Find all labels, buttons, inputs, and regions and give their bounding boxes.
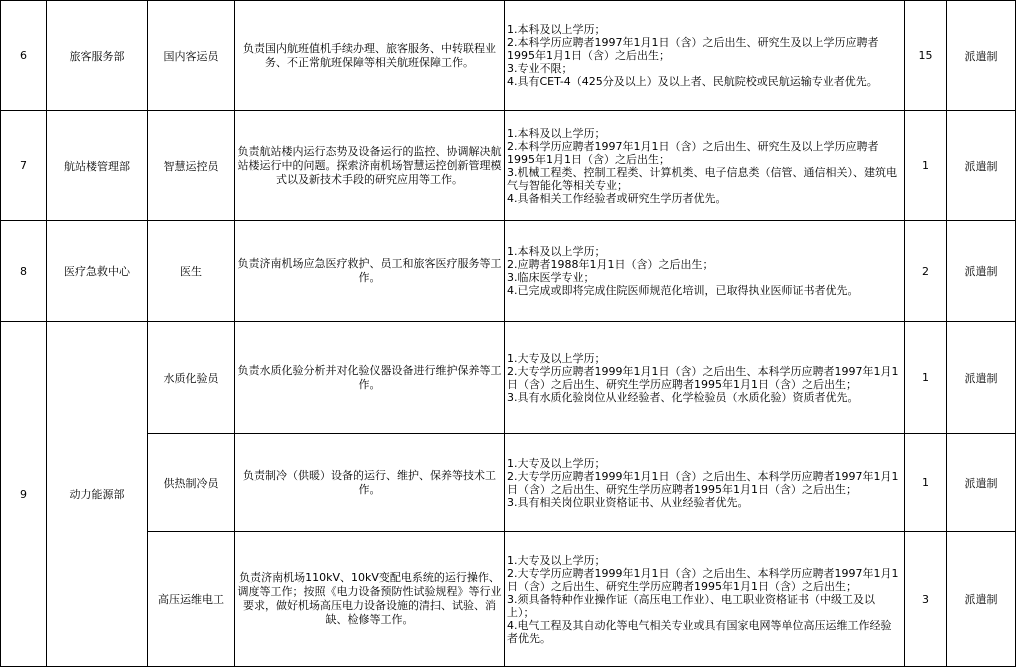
requirement-line: 4.已完成或即将完成住院医师规范化培训，已取得执业医师证书者优先。 [507,284,859,297]
employment-type-cell: 派遣制 [947,111,1016,221]
department-cell: 航站楼管理部 [47,111,148,221]
requirement-line: 2.大专学历应聘者1999年1月1日（含）之后出生、本科学历应聘者1997年1月1日（含）之后出生、研究生学历应聘者1995年1月1日（含）之后出生； [507,469,899,496]
position-cell: 国内客运员 [148,1,235,111]
duty-cell: 负责水质化验分析并对化验仪器设备进行维护保养等工作。 [235,322,505,434]
table-row [1,1,1016,111]
table-row [1,111,1016,221]
requirements-cell [505,111,905,221]
position-cell: 医生 [148,221,235,322]
requirement-line: 4.具备相关工作经验者或研究生学历者优先。 [507,191,727,205]
requirement-line: 3.机械工程类、控制工程类、计算机类、电子信息类（信管、通信相关）、建筑电气与智能化等相关专业； [507,165,897,192]
row-number: 9 [1,322,47,667]
headcount-cell: 3 [905,532,947,667]
requirement-line: 2.大专学历应聘者1999年1月1日（含）之后出生、本科学历应聘者1997年1月1日（含）之后出生、研究生学历应聘者1995年1月1日（含）之后出生； [507,364,899,391]
headcount-cell: 1 [905,322,947,434]
department-cell: 旅客服务部 [47,1,148,111]
requirement-line: 1.大专及以上学历； [507,553,606,567]
row-number: 6 [1,1,47,111]
requirement-line: 3.临床医学专业； [507,271,595,284]
requirements-cell [505,532,905,667]
duty-cell: 负责航站楼内运行态势及设备运行的监控、协调解决航站楼运行中的问题。探索济南机场智慧运控创新管理模式以及新技术手段的研究应用等工作。 [235,111,505,221]
requirement-line: 4.电气工程及其自动化等电气相关专业或具有国家电网等单位高压运维工作经验者优先。 [507,618,892,645]
requirement-line: 2.本科学历应聘者1997年1月1日（含）之后出生、研究生及以上学历应聘者1995年1月1日（含）之后出生； [507,36,879,62]
requirement-line: 2.大专学历应聘者1999年1月1日（含）之后出生、本科学历应聘者1997年1月1日（含）之后出生、研究生学历应聘者1995年1月1日（含）之后出生； [507,566,899,593]
headcount-cell: 1 [905,434,947,532]
table-row [1,532,1016,667]
headcount-cell: 2 [905,221,947,322]
position-cell: 智慧运控员 [148,111,235,221]
requirement-line: 3.具有相关岗位职业资格证书、从业经验者优先。 [507,495,749,509]
employment-type-cell: 派遣制 [947,221,1016,322]
employment-type-cell: 派遣制 [947,532,1016,667]
table-row [1,221,1016,322]
requirement-line: 2.本科学历应聘者1997年1月1日（含）之后出生、研究生及以上学历应聘者1995年1月1日（含）之后出生； [507,139,879,166]
duty-cell: 负责济南机场应急医疗救护、员工和旅客医疗服务等工作。 [235,221,505,322]
employment-type-cell: 派遣制 [947,434,1016,532]
requirement-line: 3.专业不限； [507,62,573,75]
requirements-cell [505,221,905,322]
headcount-cell: 15 [905,1,947,111]
department-cell: 医疗急救中心 [47,221,148,322]
position-cell: 供热制冷员 [148,434,235,532]
requirement-line: 1.本科及以上学历； [507,245,606,258]
position-cell: 高压运维电工 [148,532,235,667]
headcount-cell: 1 [905,111,947,221]
employment-type-cell: 派遣制 [947,322,1016,434]
position-cell: 水质化验员 [148,322,235,434]
requirement-line: 1.大专及以上学历； [507,456,606,470]
requirement-line: 1.本科及以上学历； [507,126,606,140]
requirement-line: 3.须具备特种作业操作证（高压电工作业）、电工职业资格证书（中级工及以上）； [507,592,875,619]
table-row [1,434,1016,532]
duty-cell: 负责国内航班值机手续办理、旅客服务、中转联程业务、不正常航班保障等相关航班保障工作。 [235,1,505,111]
row-number: 8 [1,221,47,322]
department-cell: 动力能源部 [47,322,148,667]
employment-type-cell: 派遣制 [947,1,1016,111]
table-row [1,322,1016,434]
duty-cell: 负责济南机场110kV、10kV变配电系统的运行操作、调度等工作；按照《电力设备预防性试验规程》等行业要求，做好机场高压电力设备设施的清扫、试验、消缺、检修等工作。 [235,532,505,667]
requirements-cell [505,434,905,532]
requirement-line: 4.具有CET-4（425分及以上）及以上者、民航院校或民航运输专业者优先。 [507,75,878,88]
requirement-line: 1.大专及以上学历； [507,351,606,365]
requirement-line: 2.应聘者1988年1月1日（含）之后出生； [507,258,714,271]
duty-cell: 负责制冷（供暖）设备的运行、维护、保养等技术工作。 [235,434,505,532]
requirements-cell [505,322,905,434]
requirement-line: 3.具有水质化验岗位从业经验者、化学检验员（水质化验）资质者优先。 [507,390,859,404]
requirements-cell [505,1,905,111]
row-number: 7 [1,111,47,221]
requirement-line: 1.本科及以上学历； [507,23,606,36]
